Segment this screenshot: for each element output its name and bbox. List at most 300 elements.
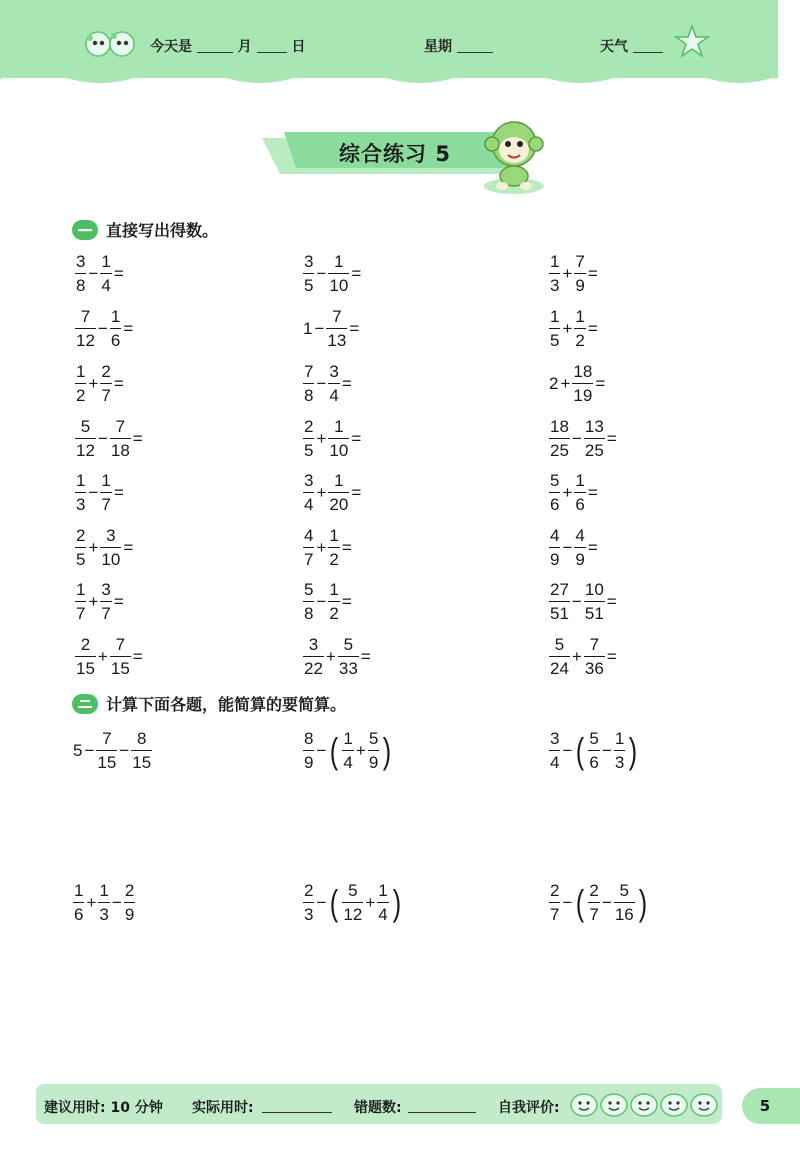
denominator: 4 xyxy=(550,753,560,772)
denominator: 15 xyxy=(132,753,152,772)
equals-sign: = xyxy=(123,537,134,557)
operator: + xyxy=(88,537,99,557)
problem-2-1 xyxy=(72,730,153,771)
operator: − xyxy=(571,591,582,611)
problem-1-col2-2 xyxy=(302,308,360,349)
problem-1-col1-2 xyxy=(74,308,134,349)
fraction xyxy=(100,472,111,513)
operator: − xyxy=(119,740,130,760)
weekday-field xyxy=(424,36,493,56)
operator: − xyxy=(316,263,327,283)
numerator: 5 xyxy=(550,471,560,490)
numerator: 1 xyxy=(101,471,111,490)
fraction xyxy=(614,882,635,923)
denominator: 2 xyxy=(76,386,86,405)
numerator: 7 xyxy=(589,635,600,654)
fraction xyxy=(377,882,388,923)
denominator: 10 xyxy=(329,441,349,460)
fraction xyxy=(75,636,96,677)
operator: − xyxy=(88,482,99,502)
fraction xyxy=(98,882,109,923)
problem-1-col3-3 xyxy=(548,363,606,404)
denominator: 2 xyxy=(329,550,339,569)
rating-faces xyxy=(570,1088,720,1120)
equals-sign: = xyxy=(123,318,134,338)
problem-2-6 xyxy=(548,882,650,923)
numerator: 3 xyxy=(106,526,116,545)
section-2-header xyxy=(72,692,346,715)
section-1-badge xyxy=(72,220,98,240)
fraction xyxy=(303,253,314,294)
right-paren: ) xyxy=(638,881,647,923)
denominator: 4 xyxy=(101,276,111,295)
numerator: 1 xyxy=(334,471,344,490)
denominator: 7 xyxy=(304,550,314,569)
fraction xyxy=(572,363,593,404)
fraction xyxy=(75,253,86,294)
numerator: 1 xyxy=(334,252,344,271)
operator: − xyxy=(562,740,573,760)
denominator: 3 xyxy=(99,905,109,924)
denominator: 15 xyxy=(76,659,95,678)
suggested-time: 建议用时: 10 分钟 xyxy=(44,1100,163,1116)
day-blank[interactable] xyxy=(257,38,287,53)
numerator: 1 xyxy=(378,881,388,900)
smile-face-icon[interactable] xyxy=(601,1094,627,1116)
numerator: 7 xyxy=(575,252,585,271)
problem-1-col2-4 xyxy=(302,418,362,459)
operator: + xyxy=(316,482,327,502)
numerator: 5 xyxy=(589,729,599,748)
denominator: 8 xyxy=(304,386,314,405)
numerator: 13 xyxy=(584,417,604,436)
right-paren: ) xyxy=(392,881,401,923)
numerator: 1 xyxy=(614,729,625,748)
fraction xyxy=(100,581,111,622)
smile-face-icon[interactable] xyxy=(571,1094,597,1116)
denominator: 10 xyxy=(329,276,349,295)
problem-2-5 xyxy=(302,882,404,923)
fraction xyxy=(574,472,585,513)
fraction xyxy=(574,527,585,568)
denominator: 25 xyxy=(584,441,604,460)
denominator: 6 xyxy=(575,495,585,514)
operator: + xyxy=(86,892,97,912)
numerator: 4 xyxy=(304,526,314,545)
left-paren: ( xyxy=(330,881,339,923)
operator: − xyxy=(562,892,573,912)
equals-sign: = xyxy=(595,373,606,393)
numerator: 1 xyxy=(329,526,339,545)
denominator: 3 xyxy=(550,276,560,295)
denominator: 18 xyxy=(110,441,130,460)
problem-1-col1-1 xyxy=(74,253,125,294)
problem-1-col1-4 xyxy=(74,418,144,459)
problem-1-col3-6 xyxy=(548,527,599,568)
month-blank[interactable] xyxy=(197,38,233,53)
denominator: 6 xyxy=(550,495,560,514)
fraction xyxy=(75,472,86,513)
operator: − xyxy=(316,740,327,760)
numerator: 4 xyxy=(575,526,585,545)
denominator: 9 xyxy=(304,753,314,772)
fraction xyxy=(549,253,560,294)
denominator: 19 xyxy=(573,386,593,405)
numerator: 1 xyxy=(76,471,86,490)
section-2-title: 计算下面各题，能简算的要简算。 xyxy=(106,695,347,714)
denominator: 6 xyxy=(74,905,84,924)
right-paren: ) xyxy=(383,729,392,771)
whole-number: 2 xyxy=(549,373,559,393)
self-eval-label: 自我评价: xyxy=(498,1100,560,1116)
denominator: 20 xyxy=(329,495,349,514)
operator: + xyxy=(88,373,99,393)
problem-1-col2-5 xyxy=(302,472,362,513)
numerator: 4 xyxy=(550,526,560,545)
denominator: 7 xyxy=(589,905,599,924)
monkey-icon xyxy=(478,114,548,196)
denominator: 13 xyxy=(327,331,347,350)
denominator: 3 xyxy=(76,495,86,514)
denominator: 4 xyxy=(343,753,353,772)
badge-one-icon xyxy=(78,227,92,233)
numerator: 5 xyxy=(619,881,629,900)
numerator: 18 xyxy=(573,362,593,381)
denominator: 12 xyxy=(343,905,363,924)
fraction xyxy=(303,882,314,923)
problem-1-col3-5 xyxy=(548,472,599,513)
numerator: 27 xyxy=(550,580,569,599)
equals-sign: = xyxy=(587,318,598,338)
numerator: 2 xyxy=(304,881,314,900)
denominator: 7 xyxy=(101,495,111,514)
fraction xyxy=(549,636,570,677)
numerator: 1 xyxy=(343,729,353,748)
actual-time-label: 实际用时: xyxy=(192,1100,254,1116)
operator: + xyxy=(562,263,573,283)
fraction xyxy=(131,730,152,771)
fraction xyxy=(75,581,86,622)
problem-2-2 xyxy=(302,730,394,771)
numerator: 1 xyxy=(550,252,560,271)
equals-sign: = xyxy=(113,263,124,283)
denominator: 8 xyxy=(304,604,314,623)
denominator: 3 xyxy=(614,753,625,772)
fraction xyxy=(303,418,314,459)
denominator: 4 xyxy=(329,386,339,405)
weekday-blank[interactable] xyxy=(457,38,493,53)
denominator: 5 xyxy=(76,550,86,569)
fraction xyxy=(328,418,349,459)
equals-sign: = xyxy=(587,482,598,502)
operator: + xyxy=(97,646,108,666)
problem-1-col3-2 xyxy=(548,308,599,349)
denominator: 3 xyxy=(304,905,314,924)
smile-face-icon[interactable] xyxy=(691,1094,717,1116)
operator: + xyxy=(560,373,571,393)
denominator: 51 xyxy=(584,604,604,623)
equals-sign: = xyxy=(606,428,617,448)
weather-label: 天气 xyxy=(600,39,628,55)
numerator: 2 xyxy=(76,526,86,545)
operator: + xyxy=(316,428,327,448)
numerator: 7 xyxy=(332,307,342,326)
problem-1-col1-5 xyxy=(74,472,125,513)
fraction xyxy=(549,418,570,459)
denominator: 7 xyxy=(550,905,560,924)
whole-number: 1 xyxy=(303,318,313,338)
equals-sign: = xyxy=(587,537,598,557)
denominator: 24 xyxy=(550,659,569,678)
fraction xyxy=(328,581,339,622)
denominator: 12 xyxy=(76,441,95,460)
fraction xyxy=(584,581,605,622)
denominator: 5 xyxy=(304,276,314,295)
fraction xyxy=(303,581,314,622)
numerator: 1 xyxy=(76,362,86,381)
operator: − xyxy=(88,263,99,283)
operator: − xyxy=(111,892,122,912)
fraction xyxy=(549,882,560,923)
numerator: 2 xyxy=(124,881,135,900)
left-paren: ( xyxy=(576,729,585,771)
operator: − xyxy=(97,428,108,448)
numerator: 5 xyxy=(304,580,314,599)
denominator: 9 xyxy=(550,550,560,569)
star-icon xyxy=(672,22,712,62)
denominator: 9 xyxy=(124,905,135,924)
problem-1-col2-8 xyxy=(302,636,372,677)
problem-2-4 xyxy=(72,882,136,923)
numerator: 2 xyxy=(80,635,91,654)
fraction xyxy=(574,253,585,294)
weather-field xyxy=(600,36,663,56)
operator: − xyxy=(316,591,327,611)
operator: + xyxy=(88,591,99,611)
fraction xyxy=(73,882,84,923)
fraction xyxy=(549,472,560,513)
operator: + xyxy=(325,646,336,666)
equals-sign: = xyxy=(351,263,362,283)
problem-1-col2-7 xyxy=(302,581,353,622)
numerator: 8 xyxy=(304,729,314,748)
numerator: 2 xyxy=(101,362,111,381)
fraction xyxy=(549,581,570,622)
numerator: 7 xyxy=(80,307,91,326)
denominator: 9 xyxy=(368,753,379,772)
operator: − xyxy=(314,318,325,338)
numerator: 3 xyxy=(76,252,86,271)
problem-1-col3-7 xyxy=(548,581,618,622)
fraction xyxy=(75,527,86,568)
fraction xyxy=(574,308,585,349)
fraction xyxy=(614,730,625,771)
operator: − xyxy=(571,428,582,448)
month-label: 月 xyxy=(237,39,252,55)
operator: + xyxy=(562,318,573,338)
page-number: 5 xyxy=(759,1097,771,1115)
fraction xyxy=(100,363,111,404)
equals-sign: = xyxy=(113,482,124,502)
operator: − xyxy=(601,740,612,760)
equals-sign: = xyxy=(113,373,124,393)
fraction xyxy=(328,253,349,294)
denominator: 8 xyxy=(76,276,86,295)
badge-two-icon xyxy=(78,699,92,709)
denominator: 4 xyxy=(304,495,314,514)
smile-face-icon[interactable] xyxy=(631,1094,657,1116)
numerator: 7 xyxy=(115,417,126,436)
operator: + xyxy=(571,646,582,666)
errors-label: 错题数: xyxy=(354,1100,402,1116)
problem-2-3 xyxy=(548,730,640,771)
fraction xyxy=(75,363,86,404)
left-paren: ( xyxy=(576,881,585,923)
numerator: 7 xyxy=(304,362,314,381)
numerator: 5 xyxy=(368,729,379,748)
fraction xyxy=(368,730,379,771)
denominator: 7 xyxy=(101,386,111,405)
denominator: 10 xyxy=(101,550,121,569)
fraction xyxy=(110,308,121,349)
denominator: 12 xyxy=(76,331,95,350)
fraction xyxy=(338,636,359,677)
operator: − xyxy=(316,892,327,912)
problem-1-col2-1 xyxy=(302,253,362,294)
errors-blank[interactable] xyxy=(408,1112,476,1113)
weekday-label: 星期 xyxy=(424,39,452,55)
weather-blank[interactable] xyxy=(633,38,663,53)
fraction xyxy=(328,472,349,513)
problem-1-col2-6 xyxy=(302,527,353,568)
fraction xyxy=(100,253,111,294)
section-1-title: 直接写出得数。 xyxy=(106,221,219,240)
problem-1-col3-4 xyxy=(548,418,618,459)
numerator: 5 xyxy=(348,881,358,900)
numerator: 8 xyxy=(136,729,147,748)
operator: + xyxy=(365,892,376,912)
numerator: 7 xyxy=(115,635,126,654)
denominator: 2 xyxy=(575,331,585,350)
actual-time-blank[interactable] xyxy=(262,1112,332,1113)
denominator: 9 xyxy=(575,550,585,569)
numerator: 1 xyxy=(575,307,585,326)
numerator: 3 xyxy=(101,580,111,599)
numerator: 1 xyxy=(110,307,121,326)
equals-sign: = xyxy=(351,482,362,502)
equals-sign: = xyxy=(349,318,360,338)
fraction xyxy=(303,472,314,513)
problem-1-col1-3 xyxy=(74,363,125,404)
operator: − xyxy=(562,537,573,557)
fraction xyxy=(342,882,363,923)
header-wave xyxy=(0,60,778,100)
operator: − xyxy=(97,318,108,338)
numerator: 5 xyxy=(80,417,91,436)
fraction xyxy=(303,363,314,404)
fraction xyxy=(326,308,347,349)
fraction xyxy=(588,730,599,771)
fraction xyxy=(303,527,314,568)
equals-sign: = xyxy=(113,591,124,611)
denominator: 4 xyxy=(378,905,388,924)
problem-1-col1-6 xyxy=(74,527,134,568)
denominator: 36 xyxy=(584,659,604,678)
left-paren: ( xyxy=(330,729,339,771)
equals-sign: = xyxy=(606,591,617,611)
numerator: 5 xyxy=(343,635,354,654)
equals-sign: = xyxy=(341,373,352,393)
fraction xyxy=(328,527,339,568)
denominator: 25 xyxy=(550,441,569,460)
fraction xyxy=(549,730,560,771)
numerator: 2 xyxy=(304,417,314,436)
numerator: 2 xyxy=(589,881,599,900)
operator: + xyxy=(355,740,366,760)
denominator: 7 xyxy=(76,604,86,623)
denominator: 51 xyxy=(550,604,569,623)
problem-1-col2-3 xyxy=(302,363,353,404)
equals-sign: = xyxy=(587,263,598,283)
whole-number: 5 xyxy=(73,740,83,760)
numerator: 3 xyxy=(308,635,319,654)
numerator: 7 xyxy=(102,729,112,748)
fraction xyxy=(96,730,117,771)
numerator: 1 xyxy=(74,881,84,900)
operator: − xyxy=(316,373,327,393)
denominator: 6 xyxy=(589,753,599,772)
numerator: 2 xyxy=(550,881,560,900)
denominator: 9 xyxy=(575,276,585,295)
equals-sign: = xyxy=(351,428,362,448)
equals-sign: = xyxy=(360,646,371,666)
equals-sign: = xyxy=(341,537,352,557)
denominator: 6 xyxy=(110,331,121,350)
numerator: 3 xyxy=(329,362,339,381)
numerator: 18 xyxy=(550,417,569,436)
page-title: 综合练习 5 xyxy=(339,142,451,166)
day-label: 日 xyxy=(291,39,306,55)
denominator: 15 xyxy=(110,659,130,678)
fraction xyxy=(110,636,131,677)
operator: − xyxy=(601,892,612,912)
numerator: 1 xyxy=(334,417,344,436)
numerator: 5 xyxy=(554,635,565,654)
denominator: 7 xyxy=(101,604,111,623)
fraction xyxy=(549,308,560,349)
operator: − xyxy=(84,740,95,760)
numerator: 1 xyxy=(550,307,560,326)
eyes-icon xyxy=(84,30,144,58)
smile-face-icon[interactable] xyxy=(661,1094,687,1116)
fraction xyxy=(549,527,560,568)
denominator: 2 xyxy=(329,604,339,623)
section-2-badge xyxy=(72,694,98,714)
equals-sign: = xyxy=(341,591,352,611)
problem-1-col1-8 xyxy=(74,636,144,677)
equals-sign: = xyxy=(132,646,143,666)
numerator: 1 xyxy=(575,471,585,490)
fraction xyxy=(342,730,353,771)
equals-sign: = xyxy=(132,428,143,448)
fraction xyxy=(75,418,96,459)
date-field xyxy=(150,36,306,56)
section-1-header xyxy=(72,218,218,241)
fraction xyxy=(584,418,605,459)
numerator: 1 xyxy=(76,580,86,599)
numerator: 1 xyxy=(101,252,111,271)
numerator: 10 xyxy=(584,580,604,599)
